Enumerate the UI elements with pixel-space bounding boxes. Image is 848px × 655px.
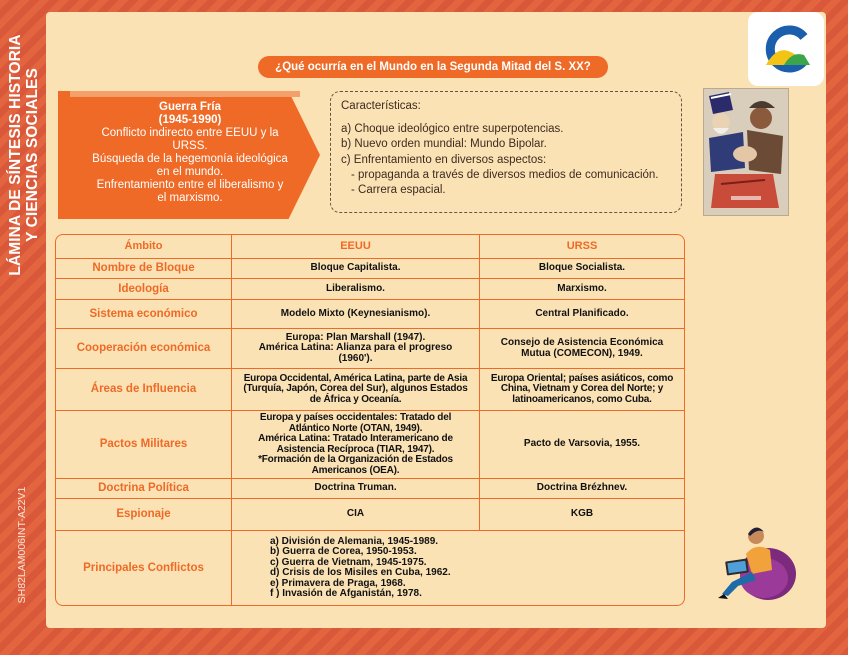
urss-cell <box>480 369 684 411</box>
cell-line: América Latina: Alianza para el progreso <box>258 342 453 354</box>
guerra-fria-text <box>76 101 304 205</box>
row-label: Áreas de Influencia <box>56 369 232 411</box>
brand-logo-icon <box>758 21 814 77</box>
row-label: Ideología <box>56 279 232 300</box>
cell-line: Atlántico Norte (OTAN, 1949). <box>288 422 423 434</box>
row-label: Sistema económico <box>56 300 232 329</box>
table-row <box>56 369 684 411</box>
eeuu-cell: CIA <box>232 499 480 531</box>
header-ambito: Ámbito <box>56 235 232 259</box>
conflicts-cell <box>232 531 684 605</box>
row-label: Nombre de Bloque <box>56 259 232 279</box>
cell-line: China, Vietnam y Corea del Norte; y <box>500 383 664 395</box>
eeuu-cell: Doctrina Truman. <box>232 479 480 499</box>
cell-line: Europa y países occidentales: Tratado del <box>259 412 452 423</box>
guerra-fria-line: Enfrentamiento entre el liberalismo y <box>96 179 284 191</box>
student-laptop-illustration <box>712 520 800 604</box>
row-label: Cooperación económica <box>56 329 232 369</box>
table-header-row <box>56 235 684 259</box>
conflict-item: e) Primavera de Praga, 1968. <box>270 577 406 589</box>
row-label: Doctrina Política <box>56 479 232 499</box>
cold-war-poster-illustration <box>703 88 789 216</box>
urss-cell: Doctrina Brézhnev. <box>480 479 684 499</box>
cell-line: *Formación de la Organización de Estados <box>258 454 453 465</box>
page-title <box>258 56 608 78</box>
sidebar-title-line2: Y CIENCIAS SOCIALES <box>24 68 41 242</box>
table-row <box>56 259 684 279</box>
eeuu-cell: Bloque Capitalista. <box>232 259 480 279</box>
sidebar-title-line1: LÁMINA DE SÍNTESIS HISTORIA <box>7 34 24 276</box>
comparison-table <box>55 234 685 606</box>
guerra-fria-years: (1945-1990) <box>158 114 222 126</box>
cell-line: Europa Oriental; países asiáticos, como <box>490 372 674 384</box>
document-code-text: SH82LAM006INT-A22V1 <box>16 486 28 604</box>
eeuu-cell <box>232 329 480 369</box>
urss-cell <box>480 329 684 369</box>
caracteristica-item: a) Choque ideológico entre superpotencias. <box>341 123 564 136</box>
table-row <box>56 279 684 300</box>
row-label: Pactos Militares <box>56 411 232 479</box>
header-eeuu: EEUU <box>232 235 480 259</box>
conflict-item: b) Guerra de Corea, 1950-1953. <box>270 546 417 557</box>
guerra-fria-line: URSS. <box>172 140 208 152</box>
caracteristica-item: b) Nuevo orden mundial: Mundo Bipolar. <box>341 138 547 151</box>
brand-logo <box>748 12 824 86</box>
row-label: Principales Conflictos <box>56 531 232 605</box>
cell-line: América Latina: Tratado Interamericano de <box>258 433 453 444</box>
cell-line: Asistencia Recíproca (TIAR, 1947). <box>276 443 435 455</box>
urss-cell: Bloque Socialista. <box>480 259 684 279</box>
urss-cell: KGB <box>480 499 684 531</box>
cell-line: latinoamericanos, como Cuba. <box>512 393 652 405</box>
table-row <box>56 499 684 531</box>
caracteristicas-heading: Características: <box>341 100 421 112</box>
cell-line: Consejo de Asistencia Económica <box>500 337 664 348</box>
cell-line: de África y Oceanía. <box>309 393 402 405</box>
guerra-fria-line: Búsqueda de la hegemonía ideológica <box>92 153 288 165</box>
caracteristica-item: c) Enfrentamiento en diversos aspectos: <box>341 153 547 166</box>
urss-cell: Marxismo. <box>480 279 684 300</box>
eeuu-cell <box>232 369 480 411</box>
caracteristica-item: - propaganda a través de diversos medios de comunicación. <box>351 168 659 181</box>
cell-line: (1960'). <box>338 352 373 364</box>
caracteristicas-box <box>330 91 682 213</box>
sidebar-title <box>2 30 46 280</box>
cell-line: Europa: Plan Marshall (1947). <box>285 331 426 343</box>
cold-war-poster <box>703 88 789 216</box>
cell-line: Europa Occidental, América Latina, parte de Asia <box>243 372 468 384</box>
conflicts-list <box>234 537 451 600</box>
table-row <box>56 300 684 329</box>
guerra-fria-line: Conflicto indirecto entre EEUU y la <box>101 127 279 139</box>
cell-line: Americanos (OEA). <box>311 464 400 476</box>
urss-cell: Pacto de Varsovia, 1955. <box>480 411 684 479</box>
urss-cell: Central Planificado. <box>480 300 684 329</box>
document-code <box>10 470 34 620</box>
conflict-item: f ) Invasión de Afganistán, 1978. <box>270 588 422 599</box>
table-row <box>56 531 684 605</box>
conflict-item: c) Guerra de Vietnam, 1945-1975. <box>270 556 427 568</box>
arrow-highlight <box>70 91 300 97</box>
guerra-fria-title: Guerra Fría <box>159 101 221 113</box>
header-urss: URSS <box>480 235 684 259</box>
table-row <box>56 329 684 369</box>
row-label: Espionaje <box>56 499 232 531</box>
guerra-fria-line: el marxismo. <box>157 192 223 204</box>
table-row <box>56 479 684 499</box>
conflict-item: d) Crisis de los Misiles en Cuba, 1962. <box>270 567 451 578</box>
eeuu-cell: Modelo Mixto (Keynesianismo). <box>232 300 480 329</box>
cell-line: (Turquía, Japón, Corea del Sur), algunos Estados <box>243 383 468 395</box>
eeuu-cell: Liberalismo. <box>232 279 480 300</box>
table-row <box>56 411 684 479</box>
student-illustration <box>712 520 800 604</box>
caracteristica-item: - Carrera espacial. <box>351 184 446 197</box>
eeuu-cell <box>232 411 480 479</box>
conflict-item: a) División de Alemania, 1945-1989. <box>270 535 439 547</box>
cell-line: Mutua (COMECON), 1949. <box>521 347 643 359</box>
guerra-fria-line: en el mundo. <box>156 166 224 178</box>
page-title-text: ¿Qué ocurría en el Mundo en la Segunda Mitad del S. XX? <box>275 61 591 73</box>
